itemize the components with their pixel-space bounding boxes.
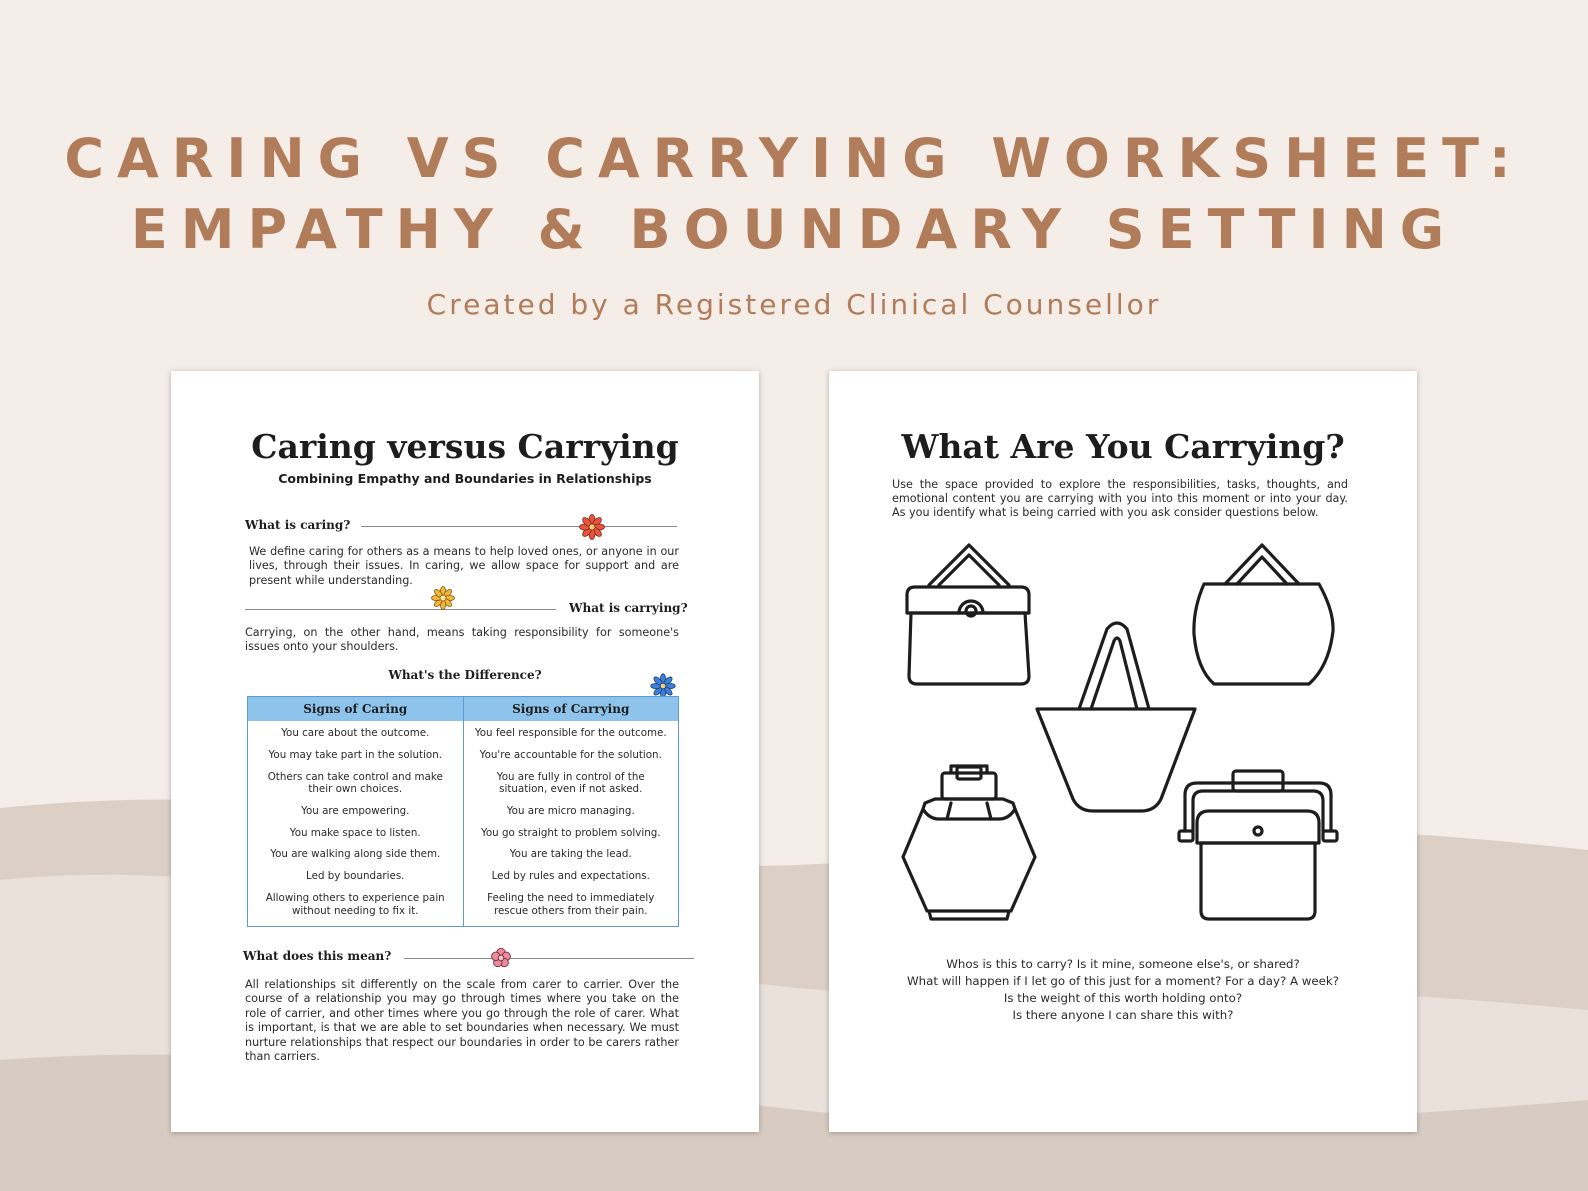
carrying-text: Carrying, on the other hand, means taking responsibility for someone's issues onto your shoulders. — [245, 626, 679, 654]
list-item: You care about the outcome. — [281, 727, 430, 739]
bag-icon — [1194, 545, 1333, 684]
question-4: Is there anyone I can share this with? — [1012, 1008, 1234, 1022]
hero-title-line2: EMPATHY & BOUNDARY SETTING — [130, 198, 1458, 261]
page-title: Caring versus Carrying — [251, 427, 679, 466]
divider — [245, 609, 556, 610]
list-item: You are fully in control of the situation, even if not asked. — [496, 770, 645, 796]
table-header-carrying: Signs of Carrying — [463, 697, 679, 722]
difference-heading: What's the Difference? — [388, 668, 542, 682]
flower-icon — [579, 514, 605, 540]
intro-text: Use the space provided to explore the responsibilities, tasks, thoughts, and emotional content you are carrying with you into this moment or into your day. As you identify what is being carried with you ask consider questions below. — [892, 478, 1348, 520]
list-item: Allowing others to experience pain without needing to fix it. — [265, 892, 445, 917]
list-item: You may take part in the solution. — [268, 748, 443, 761]
caring-text: We define caring for others as a means to help loved ones, or anyone in our lives, through their issues. In caring, we allow space for support and are present while understanding. — [249, 545, 679, 587]
table-header-caring: Signs of Caring — [248, 697, 464, 722]
page-title: What Are You Carrying? — [901, 427, 1345, 466]
list-item: Led by boundaries. — [306, 870, 405, 883]
hero-title-line1: CARING VS CARRYING WORKSHEET: — [64, 127, 1524, 190]
caring-signs-column — [248, 721, 464, 927]
flower-icon — [431, 586, 455, 610]
question-2: What will happen if I let go of this just for a moment? For a day? A week? — [906, 974, 1340, 988]
divider — [404, 958, 694, 959]
carrying-heading: What is carrying? — [569, 601, 688, 615]
list-item: You're accountable for the solution. — [479, 748, 662, 761]
carrying-signs-column — [463, 721, 679, 927]
worksheet-page-caring — [171, 371, 759, 1132]
flower-icon — [489, 946, 513, 970]
caring-heading: What is caring? — [245, 518, 351, 532]
meaning-text: All relationships sit differently on the scale from carer to carrier. Over the course of a relationship you may go through times where you take on the role of carrier, and other times where you go through the role of carer. What is important, is that we are able to set boundaries when necessary. We must nurture relationships that respect our boundaries in order to be carers rather than carriers. — [245, 978, 679, 1064]
list-item: You go straight to problem solving. — [480, 826, 661, 839]
list-item: Feeling the need to immediately rescue others from their pain. — [487, 892, 655, 917]
question-3: Is the weight of this worth holding onto? — [1003, 991, 1243, 1005]
question-1: Whos is this to carry? Is it mine, someone else's, or shared? — [946, 957, 1300, 971]
bag-icon — [907, 545, 1029, 684]
list-item: You are empowering. — [301, 804, 410, 817]
hero-subtitle: Created by a Registered Clinical Counsellor — [426, 288, 1162, 321]
bag-icon — [903, 766, 1035, 919]
list-item: You are walking along side them. — [270, 848, 441, 861]
list-item: You are taking the lead. — [509, 848, 632, 861]
bag-icon — [1179, 771, 1337, 919]
list-item: You feel responsible for the outcome. — [474, 727, 667, 739]
difference-table — [247, 696, 679, 927]
meaning-heading: What does this mean? — [243, 949, 392, 963]
list-item: Others can take control and make their own choices. — [267, 770, 443, 796]
page-subtitle: Combining Empathy and Boundaries in Relationships — [278, 471, 652, 486]
worksheet-page-carrying — [829, 371, 1417, 1132]
list-item: You are micro managing. — [506, 804, 635, 817]
list-item: You make space to listen. — [289, 826, 421, 839]
list-item: Led by rules and expectations. — [491, 870, 650, 883]
divider — [361, 526, 677, 527]
bag-icon — [1037, 623, 1195, 811]
